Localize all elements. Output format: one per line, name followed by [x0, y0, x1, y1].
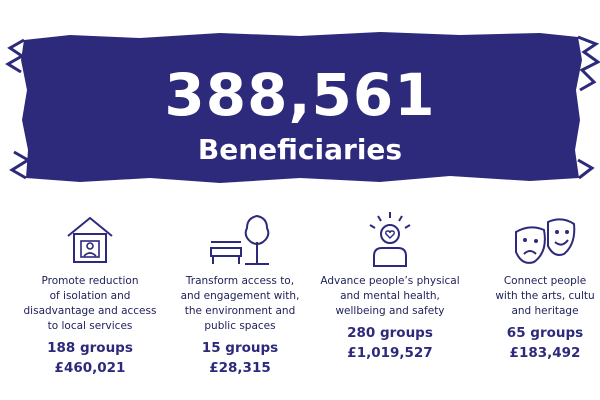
groups-count: 65 groups — [506, 325, 584, 341]
outcome-card-environment — [165, 210, 315, 376]
funding-amount: £1,019,527 — [347, 345, 433, 361]
beneficiaries-label: Beneficiaries — [197, 133, 403, 166]
outcome-card-health — [315, 210, 465, 361]
theatre-masks-icon — [470, 210, 600, 272]
funding-amount: £28,315 — [209, 360, 271, 376]
outcome-card-arts — [470, 210, 600, 361]
bench-tree-icon — [165, 210, 315, 272]
groups-count: 188 groups — [47, 340, 133, 356]
beneficiaries-count: 388,561 — [164, 61, 436, 129]
funding-amount: £183,492 — [509, 345, 581, 361]
outcome-description: Connect people with the arts, cultu and heritage — [495, 275, 595, 317]
groups-count: 280 groups — [347, 325, 433, 341]
funding-amount: £460,021 — [54, 360, 126, 376]
outcome-description: Promote reduction of isolation and disadvantage and access to local services — [23, 275, 157, 332]
person-heart-icon — [315, 210, 465, 272]
outcome-card-isolation — [15, 210, 165, 376]
outcome-description: Transform access to, and engagement with, the environment and public spaces — [180, 275, 300, 332]
outcome-description: Advance people’s physical and mental health, wellbeing and safety — [320, 275, 460, 317]
house-person-icon — [15, 210, 165, 272]
groups-count: 15 groups — [201, 340, 279, 356]
